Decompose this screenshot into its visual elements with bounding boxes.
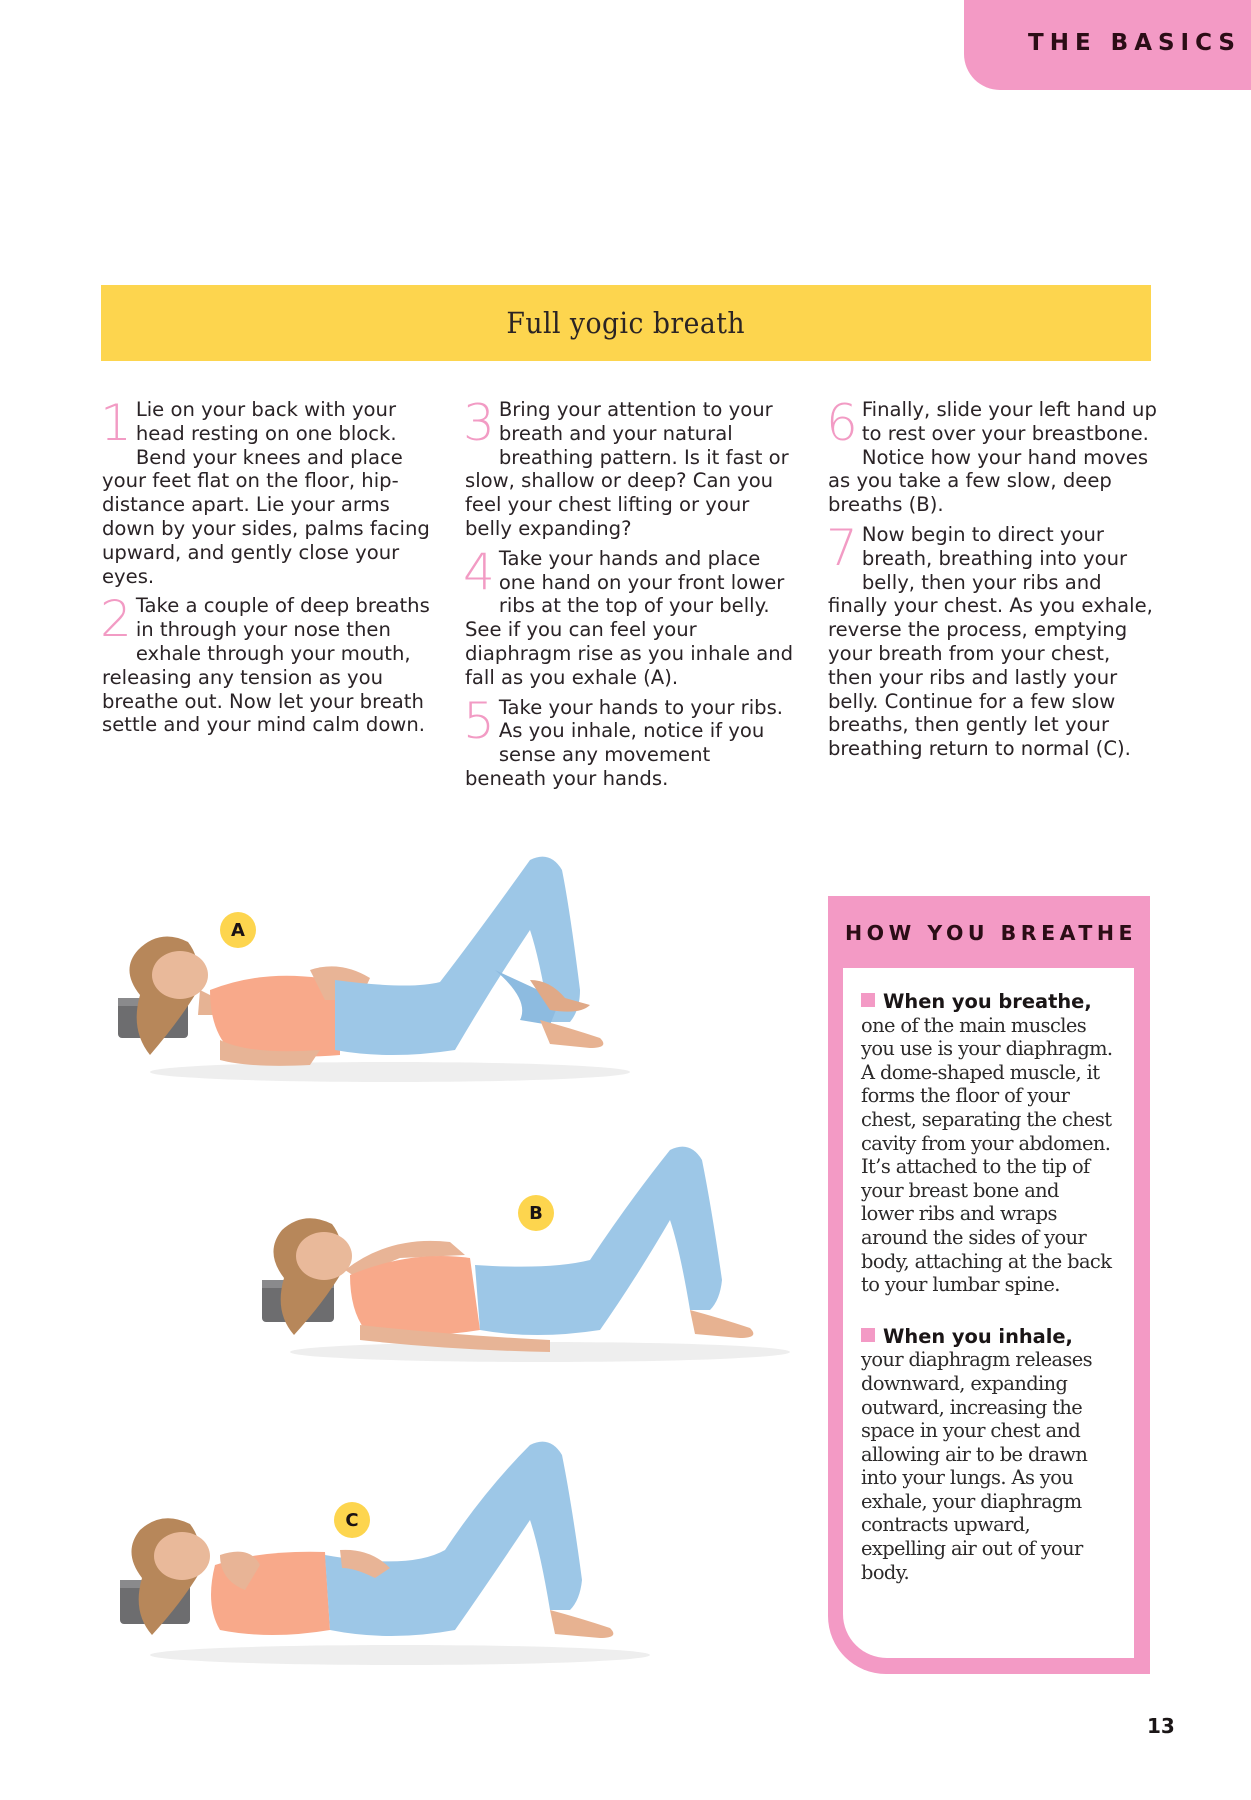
step-text: Finally, slide your left hand up to rest over your breastbone. Notice how your hand moves as you take a few slow, deep breaths (B). (828, 398, 1157, 517)
step-7 (826, 518, 1158, 761)
pink-square-bullet-icon (861, 1328, 875, 1342)
section-tab-label: THE BASICS (1028, 30, 1241, 56)
step-number: 2 (100, 590, 132, 649)
paragraph-text: one of the main muscles you use is your diaphragm. A dome-shaped muscle, it forms the floor of your chest, separating the chest cavity from your abdomen. It’s attached to the tip of your breast bone and lower ribs and wraps around the sides of your body, attaching at the back to your lumbar spine. (861, 1013, 1113, 1297)
woman-lying-pose-a-illustration (110, 850, 630, 1090)
woman-lying-pose-b-illustration (250, 1130, 790, 1370)
photo-label-badge-a: A (220, 912, 256, 948)
step-1 (100, 394, 432, 588)
paragraph-lead: When you inhale, (883, 1324, 1073, 1348)
step-number: 7 (826, 518, 858, 577)
photo-label-badge-b: B (518, 1195, 554, 1231)
page-title: Full yogic breath (506, 306, 746, 340)
step-number: 6 (826, 394, 858, 452)
step-3 (463, 394, 795, 541)
woman-lying-pose-c-illustration (110, 1430, 650, 1670)
step-text: Take your hands and place one hand on your front lower ribs at the top of your belly. See if you can feel your diaphragm rise as you inhale and fall as you exhale (A). (465, 546, 794, 689)
page-number: 13 (1147, 1714, 1175, 1738)
step-5 (463, 691, 795, 791)
paragraph-text: your diaphragm releases downward, expanding outward, increasing the space in your chest and allowing air to be drawn into your lungs. As you exhale, your diaphragm contracts upward, expelling air out of your body. (861, 1348, 1092, 1584)
photo-a (110, 850, 630, 1090)
column-1 (100, 394, 432, 743)
title-bar (101, 285, 1151, 361)
section-tab (964, 0, 1251, 90)
step-text: Take your hands to your ribs. As you inhale, notice if you sense any movement beneath your hands. (465, 695, 784, 790)
step-number: 4 (463, 542, 495, 601)
photo-label-badge-c: C (334, 1502, 370, 1538)
step-number: 5 (463, 691, 495, 750)
step-text: Take a couple of deep breaths in through your nose then exhale through your mouth, releasing any tension as you breathe out. Now let your breath settle and your mind calm down. (102, 594, 430, 737)
step-6 (826, 394, 1158, 517)
how-you-breathe-box (828, 896, 1150, 1674)
step-4 (463, 542, 795, 690)
step-text: Lie on your back with your head resting on one block. Bend your knees and place your feet flat on the floor, hip-distance apart. Lie your arms down by your sides, palms facing upward, and gently close your eyes. (102, 398, 430, 588)
sidebar-heading: HOW YOU BREATHE (845, 921, 1137, 945)
column-2 (463, 394, 795, 797)
step-2 (100, 590, 432, 737)
photo-b (250, 1130, 790, 1370)
step-text: Now begin to direct your breath, breathing into your belly, then your ribs and finally your chest. As you exhale, reverse the process, emptying your breath from your chest, then your ribs and lastly your belly. Continue for a few slow breaths, then gently let your breathing return to normal (C). (828, 522, 1153, 761)
paragraph-lead: When you breathe, (883, 990, 1092, 1013)
step-number: 3 (463, 394, 495, 452)
pink-square-bullet-icon (861, 993, 875, 1007)
step-number: 1 (100, 394, 132, 452)
sidebar-content (843, 968, 1134, 1658)
column-3 (826, 394, 1158, 767)
sidebar-paragraph-2 (843, 1297, 1134, 1585)
photo-c (110, 1430, 650, 1670)
step-text: Bring your attention to your breath and your natural breathing pattern. Is it fast or slow, shallow or deep? Can you feel your chest lifting or your belly expanding? (465, 398, 789, 540)
sidebar-paragraph-1 (843, 968, 1134, 1297)
